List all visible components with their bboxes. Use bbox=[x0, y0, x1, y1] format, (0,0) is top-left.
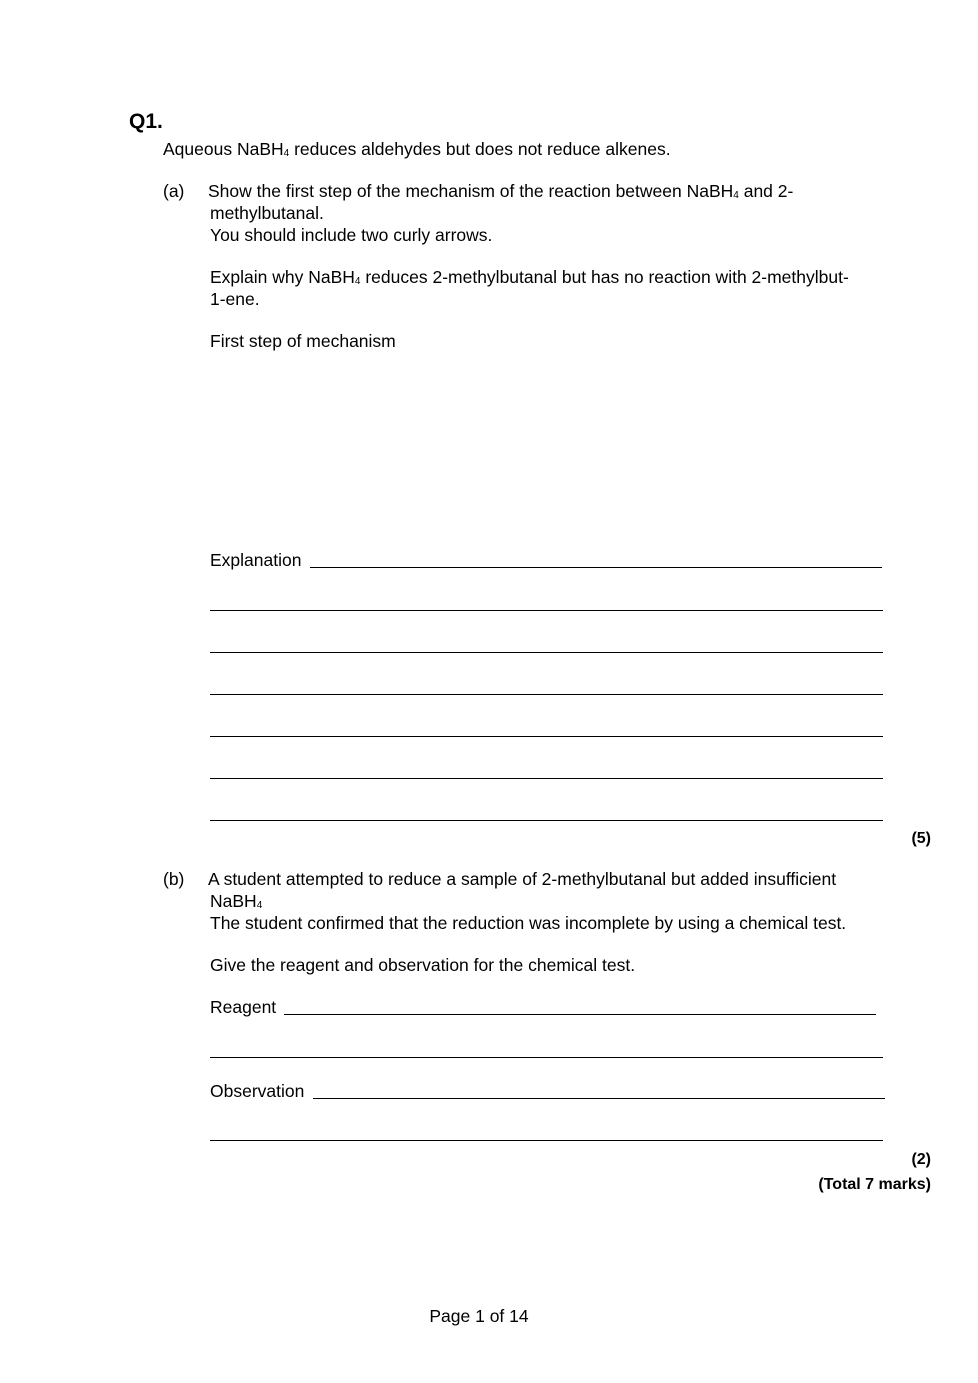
part-b-line-3: The student confirmed that the reduction was incomplete by using a chemical test. bbox=[210, 913, 847, 933]
question-number: Q1. bbox=[129, 110, 163, 133]
observation-answer-line[interactable] bbox=[313, 1098, 885, 1099]
part-a-explain-1: Explain why NaBH$_4$ reduces 2-methylbutanal but has no reaction with 2-methylbut- bbox=[210, 267, 849, 287]
part-b-line-2: NaBH$_4$ bbox=[210, 891, 263, 911]
reagent-label: Reagent bbox=[210, 997, 277, 1017]
part-a-label: (a) bbox=[163, 181, 185, 201]
part-a-line-1: Show the first step of the mechanism of the reaction between NaBH$_4$ and 2- bbox=[208, 181, 794, 201]
part-b-line-1: A student attempted to reduce a sample of 2-methylbutanal but added insufficient bbox=[208, 869, 837, 889]
explanation-answer-line[interactable] bbox=[210, 736, 883, 737]
question-intro: Aqueous NaBH$_4$ reduces aldehydes but does not reduce alkenes. bbox=[163, 139, 671, 159]
explanation-answer-line[interactable] bbox=[210, 820, 883, 821]
observation-answer-line[interactable] bbox=[210, 1140, 883, 1141]
observation-label: Observation bbox=[210, 1081, 305, 1101]
explanation-answer-line[interactable] bbox=[310, 567, 882, 568]
explanation-answer-line[interactable] bbox=[210, 652, 883, 653]
explanation-answer-line[interactable] bbox=[210, 778, 883, 779]
explanation-answer-line[interactable] bbox=[210, 610, 883, 611]
part-a-explain-2: 1-ene. bbox=[210, 289, 260, 309]
part-b-label: (b) bbox=[163, 869, 185, 889]
explanation-label: Explanation bbox=[210, 550, 302, 570]
part-a-line-3: You should include two curly arrows. bbox=[210, 225, 493, 245]
page-number: Page 1 of 14 bbox=[429, 1306, 529, 1326]
part-b-marks: (2) bbox=[911, 1151, 931, 1168]
mechanism-answer-area[interactable] bbox=[210, 360, 882, 530]
part-b-instruction: Give the reagent and observation for the chemical test. bbox=[210, 955, 636, 975]
explanation-answer-line[interactable] bbox=[210, 694, 883, 695]
reagent-answer-line[interactable] bbox=[284, 1014, 876, 1015]
total-marks: (Total 7 marks) bbox=[818, 1176, 931, 1193]
part-a-marks: (5) bbox=[911, 830, 931, 847]
mechanism-label: First step of mechanism bbox=[210, 331, 396, 351]
part-a-line-2: methylbutanal. bbox=[210, 203, 324, 223]
reagent-answer-line[interactable] bbox=[210, 1057, 883, 1058]
